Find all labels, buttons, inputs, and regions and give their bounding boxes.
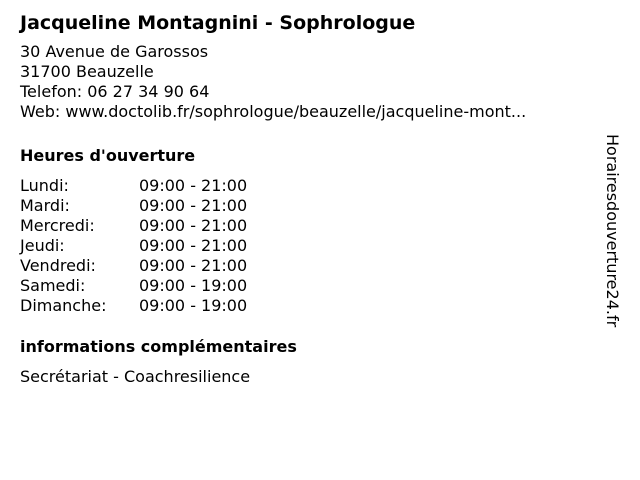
hours-time: 09:00 - 19:00	[139, 276, 248, 295]
site-watermark: Horairesdouverture24.fr	[603, 134, 622, 328]
hours-day: Mercredi:	[20, 216, 95, 235]
hours-row-thursday	[20, 236, 600, 256]
hours-day: Lundi:	[20, 176, 69, 195]
hours-time: 09:00 - 21:00	[139, 256, 248, 275]
hours-time: 09:00 - 21:00	[139, 176, 248, 195]
hours-day: Vendredi:	[20, 256, 96, 275]
hours-day: Mardi:	[20, 196, 70, 215]
hours-row-sunday	[20, 296, 600, 316]
website-link[interactable]: Web: www.doctolib.fr/sophrologue/beauzelle/jacqueline-mont...	[20, 102, 527, 121]
additional-info-heading: informations complémentaires	[20, 337, 297, 356]
hours-row-tuesday	[20, 196, 600, 216]
city-address: 31700 Beauzelle	[20, 62, 154, 81]
hours-time: 09:00 - 19:00	[139, 296, 248, 315]
hours-time: 09:00 - 21:00	[139, 196, 248, 215]
phone-number: Telefon: 06 27 34 90 64	[20, 82, 210, 101]
opening-hours-heading: Heures d'ouverture	[20, 146, 196, 165]
business-name: Jacqueline Montagnini - Sophrologue	[20, 12, 416, 34]
business-card	[20, 11, 600, 387]
additional-info-text: Secrétariat - Coachresilience	[20, 367, 251, 386]
hours-row-saturday	[20, 276, 600, 296]
hours-time: 09:00 - 21:00	[139, 236, 248, 255]
hours-day: Samedi:	[20, 276, 86, 295]
hours-day: Jeudi:	[20, 236, 65, 255]
hours-row-monday	[20, 176, 600, 196]
hours-day: Dimanche:	[20, 296, 107, 315]
opening-hours-table	[20, 176, 600, 316]
street-address: 30 Avenue de Garossos	[20, 42, 209, 61]
hours-time: 09:00 - 21:00	[139, 216, 248, 235]
hours-row-wednesday	[20, 216, 600, 236]
hours-row-friday	[20, 256, 600, 276]
